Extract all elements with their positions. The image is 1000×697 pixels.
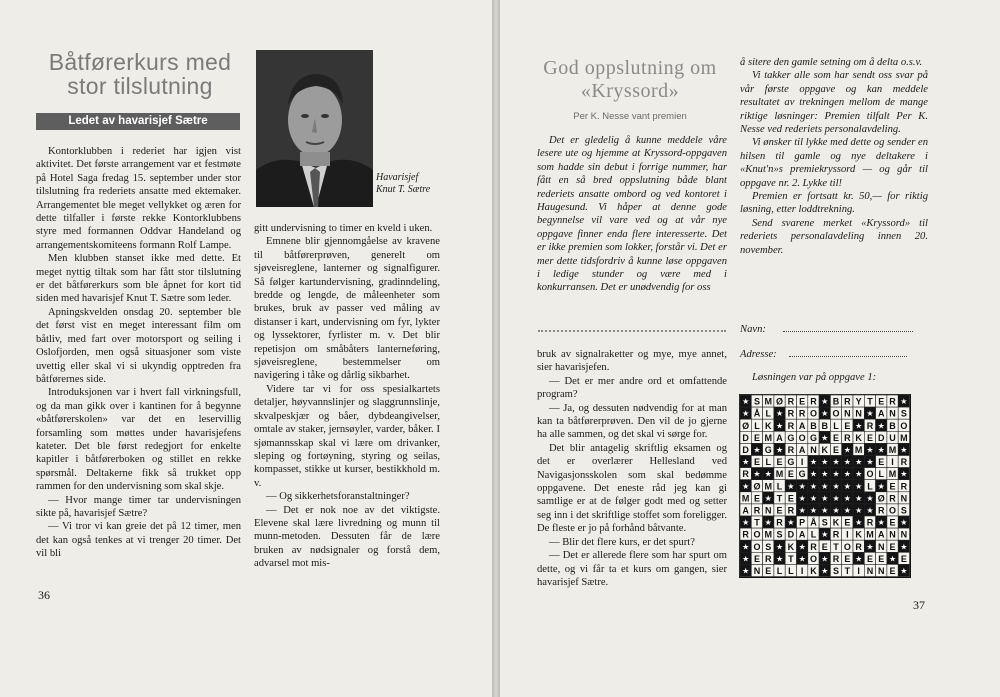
crossword-letter: E	[844, 420, 851, 431]
crossword-letter: A	[878, 529, 885, 540]
crossword-letter: O	[900, 420, 908, 431]
crossword-letter: I	[857, 566, 860, 576]
crossword-letter: E	[753, 553, 760, 564]
crossword-star: ★	[866, 457, 874, 467]
crossword-star: ★	[809, 481, 818, 491]
crossword-letter: K	[787, 541, 795, 552]
crossword-letter: D	[878, 432, 885, 443]
paragraph: Kontorklubben i rederiet har igjen vist aktivitet. Det første arrangement var et festmøte på Hotel Saga fredag 15. september under stor tilslutning fra rederiets ansatte med ektemaker. Arrangementet ble meget vellykket og æren for dette tilfaller i første rekke Kontorklubbens styre med formannen Oddvar Handeland og arrangementskomiteens formann Rolf Lampe.	[36, 146, 241, 251]
byline: Per K. Nesse vant premien	[573, 111, 687, 122]
crossword-letter: O	[753, 541, 761, 552]
paragraph: Apningskvelden onsdag 20. september ble det først vist en meget interessant film om båtliv, med fart over motorsport og seiling i Oslofjorden, men også situasjoner som viste uvettig eller skal vi si ukyndig opptreden fra båtførernes side.	[36, 306, 241, 385]
crossword-letter: M	[900, 432, 908, 443]
article-banner: Ledet av havarisjef Sætre	[36, 113, 240, 130]
crossword-star: ★	[877, 481, 885, 491]
crossword-letter: I	[800, 566, 804, 576]
crossword-star: ★	[787, 481, 795, 491]
paragraph: å sitere den gamle setning om å delta o.s.v.	[740, 57, 923, 68]
crossword-letter: E	[776, 505, 783, 516]
crossword-letter: L	[810, 529, 817, 540]
crossword-letter: N	[810, 445, 817, 455]
crossword-letter: E	[821, 541, 828, 552]
crossword-star: ★	[843, 506, 851, 515]
crossword-star: ★	[832, 457, 840, 467]
crossword-letter: P	[799, 517, 806, 528]
crossword-letter: R	[900, 481, 908, 492]
crossword-star: ★	[821, 530, 829, 540]
crossword-star: ★	[900, 397, 908, 407]
crossword-star: ★	[866, 493, 874, 503]
crossword-star: ★	[742, 518, 750, 528]
paragraph: Videre tar vi for oss spesialkartets detaljer, høyvannslinjer og slaggrunnslinje, skvalpeskjær og båer, dybdeangivelser, omtale av staker, jernsøyler, varder, båker. I sjømannsskap skal vi lære om drivanker, sleping og fortøyning, styring og seilas, kompasset, stikke ut kurser, bestikkhold m. v.	[254, 383, 440, 489]
crossword-letter: M	[854, 445, 863, 455]
crossword-letter: Ø	[877, 493, 885, 504]
crossword-letter: L	[788, 566, 794, 576]
crossword-star: ★	[900, 542, 908, 552]
crossword-letter: E	[889, 517, 896, 528]
crossword-letter: G	[787, 457, 795, 468]
paragraph: — Det er nok noe av det viktigste. Elevene skal lære livredning og munn til munn-metoden. Dessuten får de lære bruken av nødsignaler og forstå dem, advarsel mot mis-	[254, 504, 440, 570]
crossword-star: ★	[742, 457, 750, 467]
crossword-letter: A	[878, 408, 885, 419]
crossword-letter: A	[776, 432, 783, 443]
crossword-letter: U	[889, 432, 896, 443]
left-column-2	[254, 222, 440, 571]
page-number-right: 37	[913, 598, 925, 612]
paragraph: — Og sikkerhetsforanstaltninger?	[266, 491, 410, 503]
crossword-star: ★	[832, 506, 840, 515]
section-divider	[538, 330, 726, 332]
crossword-letter: M	[764, 481, 772, 492]
crossword-letter: L	[833, 420, 839, 431]
crossword-star: ★	[764, 469, 772, 479]
crossword-star: ★	[900, 445, 908, 455]
crossword-star: ★	[855, 493, 863, 503]
crossword-star: ★	[742, 397, 750, 407]
crossword-letter: E	[753, 432, 760, 443]
crossword-letter: N	[878, 541, 885, 552]
crossword-letter: E	[844, 517, 851, 528]
crossword-letter: I	[846, 529, 849, 540]
paragraph: Det er gledelig å kunne meddele våre lesere ute og hjemme at Kryssord-oppgaven som hadde sin debut i forrige nummer, har fått en så bred oppslutning både blant rederiets ansatte ombord og ved kontoret i Haugesund. Vi håper at denne gode begynnelse vil vare ved og at vår nye oppgave finner enda flere interesserte. Det er ikke premien som lokker, forstår vi. Det er mer dette tidsfordriv å kunne løse oppgaven i ledige stunder og være med i konkurransen. Det er unødvendig for oss	[537, 135, 727, 294]
crossword-letter: A	[742, 505, 749, 516]
crossword-letter: O	[809, 408, 817, 419]
crossword-letter: L	[867, 481, 873, 492]
crossword-star: ★	[877, 445, 885, 455]
paragraph: Vi takker alle som har sendt oss svar på vår første oppgave og kan meddele resultatet av trekningen mellom de mange riktige løsninger: Premien tilfalt Per K. Nesse ved rederiets personalavdeling.	[740, 70, 928, 136]
crossword-star: ★	[742, 409, 750, 419]
crossword-star: ★	[866, 506, 874, 515]
address-label: Adresse:	[740, 349, 777, 360]
crossword-star: ★	[775, 409, 784, 419]
crossword-star: ★	[821, 457, 829, 467]
crossword-star: ★	[821, 409, 829, 419]
crossword-star: ★	[798, 554, 806, 564]
crossword-star: ★	[775, 445, 784, 455]
crossword-star: ★	[798, 506, 806, 515]
crossword-star: ★	[855, 469, 863, 479]
crossword-star: ★	[821, 397, 829, 407]
crossword-letter: R	[798, 408, 806, 419]
crossword-letter: N	[855, 408, 862, 419]
name-label: Navn:	[740, 324, 766, 335]
crossword-letter: K	[855, 432, 862, 443]
paragraph: bruk av signalraketter og mye, mye annet, sier havarisjefen.	[537, 349, 727, 374]
crossword-star: ★	[900, 566, 908, 576]
paragraph: — Ja, og dessuten nødvendig for at man kan ta båtførerprøven. Den vil de jo gjerne ha alle sammen, og det skal vi sørge for.	[537, 402, 727, 441]
crossword-letter: O	[843, 541, 851, 552]
crossword-letter: M	[764, 432, 772, 443]
crossword-letter: R	[787, 445, 795, 455]
paragraph: Emnene blir gjennomgåelse av kravene til båtførerprøven, generelt om sjøveisreglene, lanterner og signalfigurer. Så følger kartundervisning, gradinndeling, bredde og lengde, de måleenheter som brukes, bruk av passer ved måling av distanser i kart, undervisning om fyr, lykter og lyssektorer, fyrlister m. v. Det blir repetisjon om småbåters lanterneføring, sjøveisreglene, bestemmelser om navigering i tåke og dårlig sikbarhet.	[254, 236, 440, 382]
crossword-letter: M	[764, 396, 772, 407]
crossword-letter: N	[889, 529, 896, 540]
crossword-star: ★	[843, 493, 851, 503]
crossword-star: ★	[855, 421, 863, 431]
crossword-letter: R	[787, 396, 795, 407]
crossword-letter: R	[855, 541, 862, 552]
crossword-letter: G	[798, 469, 806, 480]
crossword-star: ★	[821, 566, 829, 576]
paragraph: — Det er allerede flere som har spurt om dette, og vi får ta et kurs om gangen, sier havarisjef Sætre.	[537, 550, 727, 588]
crossword-letter: T	[867, 396, 873, 407]
paragraph: Det blir antagelig skriftlig eksamen og det er overlærer Hellesland ved Navigasjonsskolen som skal bedømme oppgavene. Det eneste råd jeg kan gi samtlige er at de følger godt med og setter seg inn i det skriftlige stoffet som foreligger. De fleste er jo på forhånd båtvante.	[537, 442, 727, 535]
paragraph: Introduksjonen var i hvert fall virkningsfull, og da man gikk over i kantinen for å begynne «båtførerskolen» var det en leservillig forsamling som møttes under havarisjefens kateter. Det ble først redegjort for enkelte kapitler i båtførerboken og stillet en rekke spørsmål. Deltakerne fikk så trukket opp rammen for den undervisning som skal skje.	[36, 387, 241, 493]
crossword-letter: A	[798, 420, 806, 431]
crossword-letter: E	[833, 445, 840, 455]
crossword-letter: E	[878, 396, 885, 407]
crossword-letter: S	[833, 566, 840, 576]
crossword-letter: E	[866, 553, 873, 564]
crossword-star: ★	[855, 518, 863, 528]
paragraph: gitt undervisning to timer en kveld i uken.	[254, 223, 433, 234]
solution-label: Løsningen var på oppgave 1:	[752, 372, 877, 383]
crossword-star: ★	[832, 481, 840, 491]
crossword-letter: N	[765, 505, 772, 516]
crossword-letter: E	[833, 432, 840, 443]
crossword-letter: S	[900, 408, 907, 419]
crossword-letter: N	[889, 408, 896, 419]
crossword-letter: T	[776, 493, 783, 504]
crossword-letter: Å	[810, 517, 817, 528]
crossword-letter: T	[844, 566, 851, 576]
crossword-star: ★	[843, 469, 851, 479]
crossword-letter: R	[832, 529, 840, 540]
crossword-letter: K	[855, 529, 862, 540]
paragraph: — Det er mer andre ord et omfattende program?	[537, 375, 727, 401]
crossword-star: ★	[821, 433, 829, 443]
crossword-letter: M	[741, 493, 750, 504]
crossword-star: ★	[855, 481, 863, 491]
crossword-letter: A	[798, 529, 806, 540]
crossword-letter: T	[788, 553, 794, 564]
crossword-star: ★	[809, 493, 818, 503]
crossword-letter: Ø	[753, 481, 761, 492]
crossword-letter: R	[832, 553, 840, 564]
crossword-star: ★	[798, 542, 806, 552]
crossword-star: ★	[809, 506, 818, 515]
crossword-letter: R	[787, 505, 795, 516]
crossword-letter: B	[810, 420, 817, 431]
crossword-letter: R	[889, 493, 896, 504]
name-line[interactable]	[783, 322, 913, 332]
crossword-star: ★	[798, 493, 806, 503]
crossword-star: ★	[742, 542, 750, 552]
crossword-star: ★	[843, 445, 851, 455]
crossword-letter: B	[821, 420, 828, 431]
crossword-letter: M	[888, 445, 897, 455]
crossword-letter: R	[776, 517, 783, 528]
address-line[interactable]	[789, 347, 907, 357]
crossword-letter: R	[844, 432, 851, 443]
crossword-letter: S	[821, 517, 828, 528]
crossword-letter: L	[754, 420, 760, 431]
portrait-photo	[256, 50, 373, 207]
paragraph: — Hvor mange timer tar undervisningen sikte på, havarisjef Sætre?	[36, 494, 241, 519]
intro-column	[537, 134, 727, 295]
crossword-star: ★	[764, 518, 772, 528]
crossword-star: ★	[843, 481, 851, 491]
crossword-star: ★	[821, 554, 829, 564]
crossword-letter: G	[764, 445, 772, 455]
crossword-letter: E	[787, 469, 794, 480]
crossword-letter: R	[787, 420, 795, 431]
crossword-letter: L	[776, 481, 783, 492]
crossword-letter: N	[844, 408, 851, 419]
crossword-letter: Ø	[776, 396, 784, 407]
crossword-star: ★	[855, 457, 863, 467]
crossword-letter: E	[753, 457, 760, 468]
crossword-letter: E	[878, 553, 885, 564]
crossword-article-title: God oppslutning om «Kryssord»	[543, 57, 717, 102]
crossword-star: ★	[742, 554, 750, 564]
crossword-star: ★	[900, 518, 908, 528]
crossword-letter: M	[888, 469, 897, 480]
crossword-star: ★	[821, 493, 829, 503]
crossword-letter: D	[787, 529, 795, 540]
crossword-star: ★	[866, 542, 874, 552]
crossword-letter: N	[866, 566, 874, 576]
crossword-letter: N	[753, 566, 761, 576]
crossword-letter: E	[844, 553, 851, 564]
crossword-letter: M	[866, 529, 874, 540]
left-column-1	[36, 145, 241, 561]
paragraph: Send svarene merket «Kryssord» til rederiets personalavdeling innen 20. november.	[740, 217, 928, 256]
crossword-letter: O	[832, 408, 840, 419]
crossword-star: ★	[787, 518, 795, 528]
crossword-star: ★	[866, 445, 874, 455]
crossword-letter: M	[775, 469, 784, 480]
crossword-star: ★	[877, 421, 885, 431]
crossword-letter: R	[765, 553, 772, 564]
crossword-letter: R	[866, 420, 874, 431]
crossword-star: ★	[877, 518, 885, 528]
crossword-letter: E	[776, 457, 783, 468]
crossword-letter: R	[900, 457, 908, 468]
crossword-letter: R	[787, 408, 795, 419]
crossword-letter: D	[742, 445, 749, 455]
paragraph: Vi ønsker til lykke med dette og sender en hilsen til gamle og nye deltakere i «Knut'n»s premiekryssord — og går til oppgave nr. 2. Lykke til!	[740, 137, 928, 189]
crossword-star: ★	[866, 409, 874, 419]
right-column	[740, 56, 928, 257]
crossword-letter: E	[889, 481, 896, 492]
crossword-letter: R	[810, 541, 817, 552]
crossword-letter: N	[900, 493, 908, 504]
crossword-letter: L	[765, 408, 771, 419]
crossword-letter: Ø	[742, 420, 750, 431]
crossword-star: ★	[900, 469, 908, 479]
crossword-letter: Å	[753, 408, 761, 419]
crossword-letter: R	[753, 505, 761, 516]
paragraph: — Vi tror vi kan greie det på 12 timer, men det kan også tenkes at vi trenger 20 timer. Det vil bli	[36, 521, 241, 560]
crossword-star: ★	[832, 469, 840, 479]
crossword-star: ★	[821, 469, 829, 479]
crossword-star: ★	[775, 554, 784, 564]
article-title: Båtførerkurs med stor tilslutning	[48, 49, 232, 99]
crossword-letter: K	[832, 517, 840, 528]
crossword-letter: I	[800, 457, 804, 468]
crossword-letter: N	[900, 529, 908, 540]
crossword-star: ★	[821, 481, 829, 491]
crossword-letter: A	[798, 445, 806, 455]
crossword-letter: E	[753, 493, 760, 504]
crossword-letter: S	[753, 396, 760, 407]
crossword-star: ★	[821, 506, 829, 515]
crossword-letter: R	[810, 396, 817, 407]
crossword-letter: B	[889, 420, 896, 431]
crossword-letter: K	[810, 566, 817, 576]
crossword-letter: E	[765, 566, 772, 576]
crossword-letter: L	[776, 566, 783, 576]
crossword-letter: B	[832, 396, 840, 407]
name-field[interactable]	[740, 322, 913, 335]
crossword-star: ★	[775, 421, 784, 431]
crossword-letter: O	[753, 529, 761, 540]
crossword-star: ★	[742, 566, 750, 576]
crossword-letter: N	[878, 566, 885, 576]
crossword-letter: E	[889, 566, 896, 576]
crossword-star: ★	[775, 542, 784, 552]
crossword-letter: K	[765, 420, 772, 431]
continued-column	[537, 348, 727, 589]
page-number-left: 36	[38, 588, 50, 602]
crossword-star: ★	[753, 445, 761, 455]
crossword-star: ★	[742, 481, 750, 491]
crossword-star: ★	[798, 481, 806, 491]
paragraph: Premien er fortsatt kr. 50,— for riktig løsning, etter loddtrekning.	[740, 191, 928, 216]
crossword-star: ★	[753, 469, 761, 479]
crossword-letter: E	[787, 493, 794, 504]
crossword-star: ★	[764, 493, 772, 503]
crossword-star: ★	[888, 554, 897, 564]
crossword-letter: K	[821, 445, 828, 455]
crossword-letter: G	[809, 432, 817, 443]
crossword-star: ★	[855, 554, 863, 564]
crossword-letter: E	[799, 396, 806, 407]
crossword-letter: I	[891, 457, 894, 468]
crossword-letter: E	[878, 457, 885, 468]
crossword-letter: T	[754, 517, 760, 528]
crossword-star: ★	[809, 469, 818, 479]
crossword-letter: O	[866, 469, 874, 480]
crossword-letter: T	[833, 541, 839, 552]
crossword-star: ★	[843, 457, 851, 467]
crossword-star: ★	[832, 493, 840, 503]
paragraph: — Blir det flere kurs, er det spurt?	[549, 536, 695, 548]
crossword-letter: R	[742, 529, 749, 540]
book-gutter	[492, 0, 500, 697]
crossword-letter: E	[889, 541, 896, 552]
crossword-letter: Y	[855, 396, 862, 407]
crossword-letter: S	[765, 541, 772, 552]
crossword-letter: D	[742, 432, 749, 443]
crossword-letter: E	[866, 432, 873, 443]
crossword-star: ★	[855, 506, 863, 515]
crossword-letter: O	[889, 505, 897, 516]
crossword-letter: R	[844, 396, 851, 407]
crossword-letter: L	[765, 457, 771, 468]
address-field[interactable]	[740, 347, 907, 360]
crossword-letter: R	[878, 505, 885, 516]
crossword-letter: R	[742, 469, 749, 480]
crossword-letter: O	[798, 432, 806, 443]
crossword-letter: E	[900, 553, 907, 564]
crossword-letter: G	[787, 432, 795, 443]
crossword-letter: R	[866, 517, 874, 528]
photo-caption: Havarisjef Knut T. Sætre	[376, 172, 431, 195]
crossword-letter: R	[889, 396, 896, 407]
crossword-star: ★	[809, 457, 818, 467]
paragraph: Men klubben stanset ikke med dette. Et meget nyttig tiltak som har fått stor tilslutning er det båtførerkurs som ble åpnet for kort tid siden med havarisjef Knut T. Sætre som leder.	[36, 253, 241, 305]
crossword-letter: O	[809, 553, 817, 564]
crossword-letter: S	[900, 505, 907, 516]
crossword-grid	[739, 394, 911, 578]
crossword-letter: S	[776, 529, 783, 540]
crossword-letter: L	[878, 469, 884, 480]
crossword-letter: M	[764, 529, 772, 540]
